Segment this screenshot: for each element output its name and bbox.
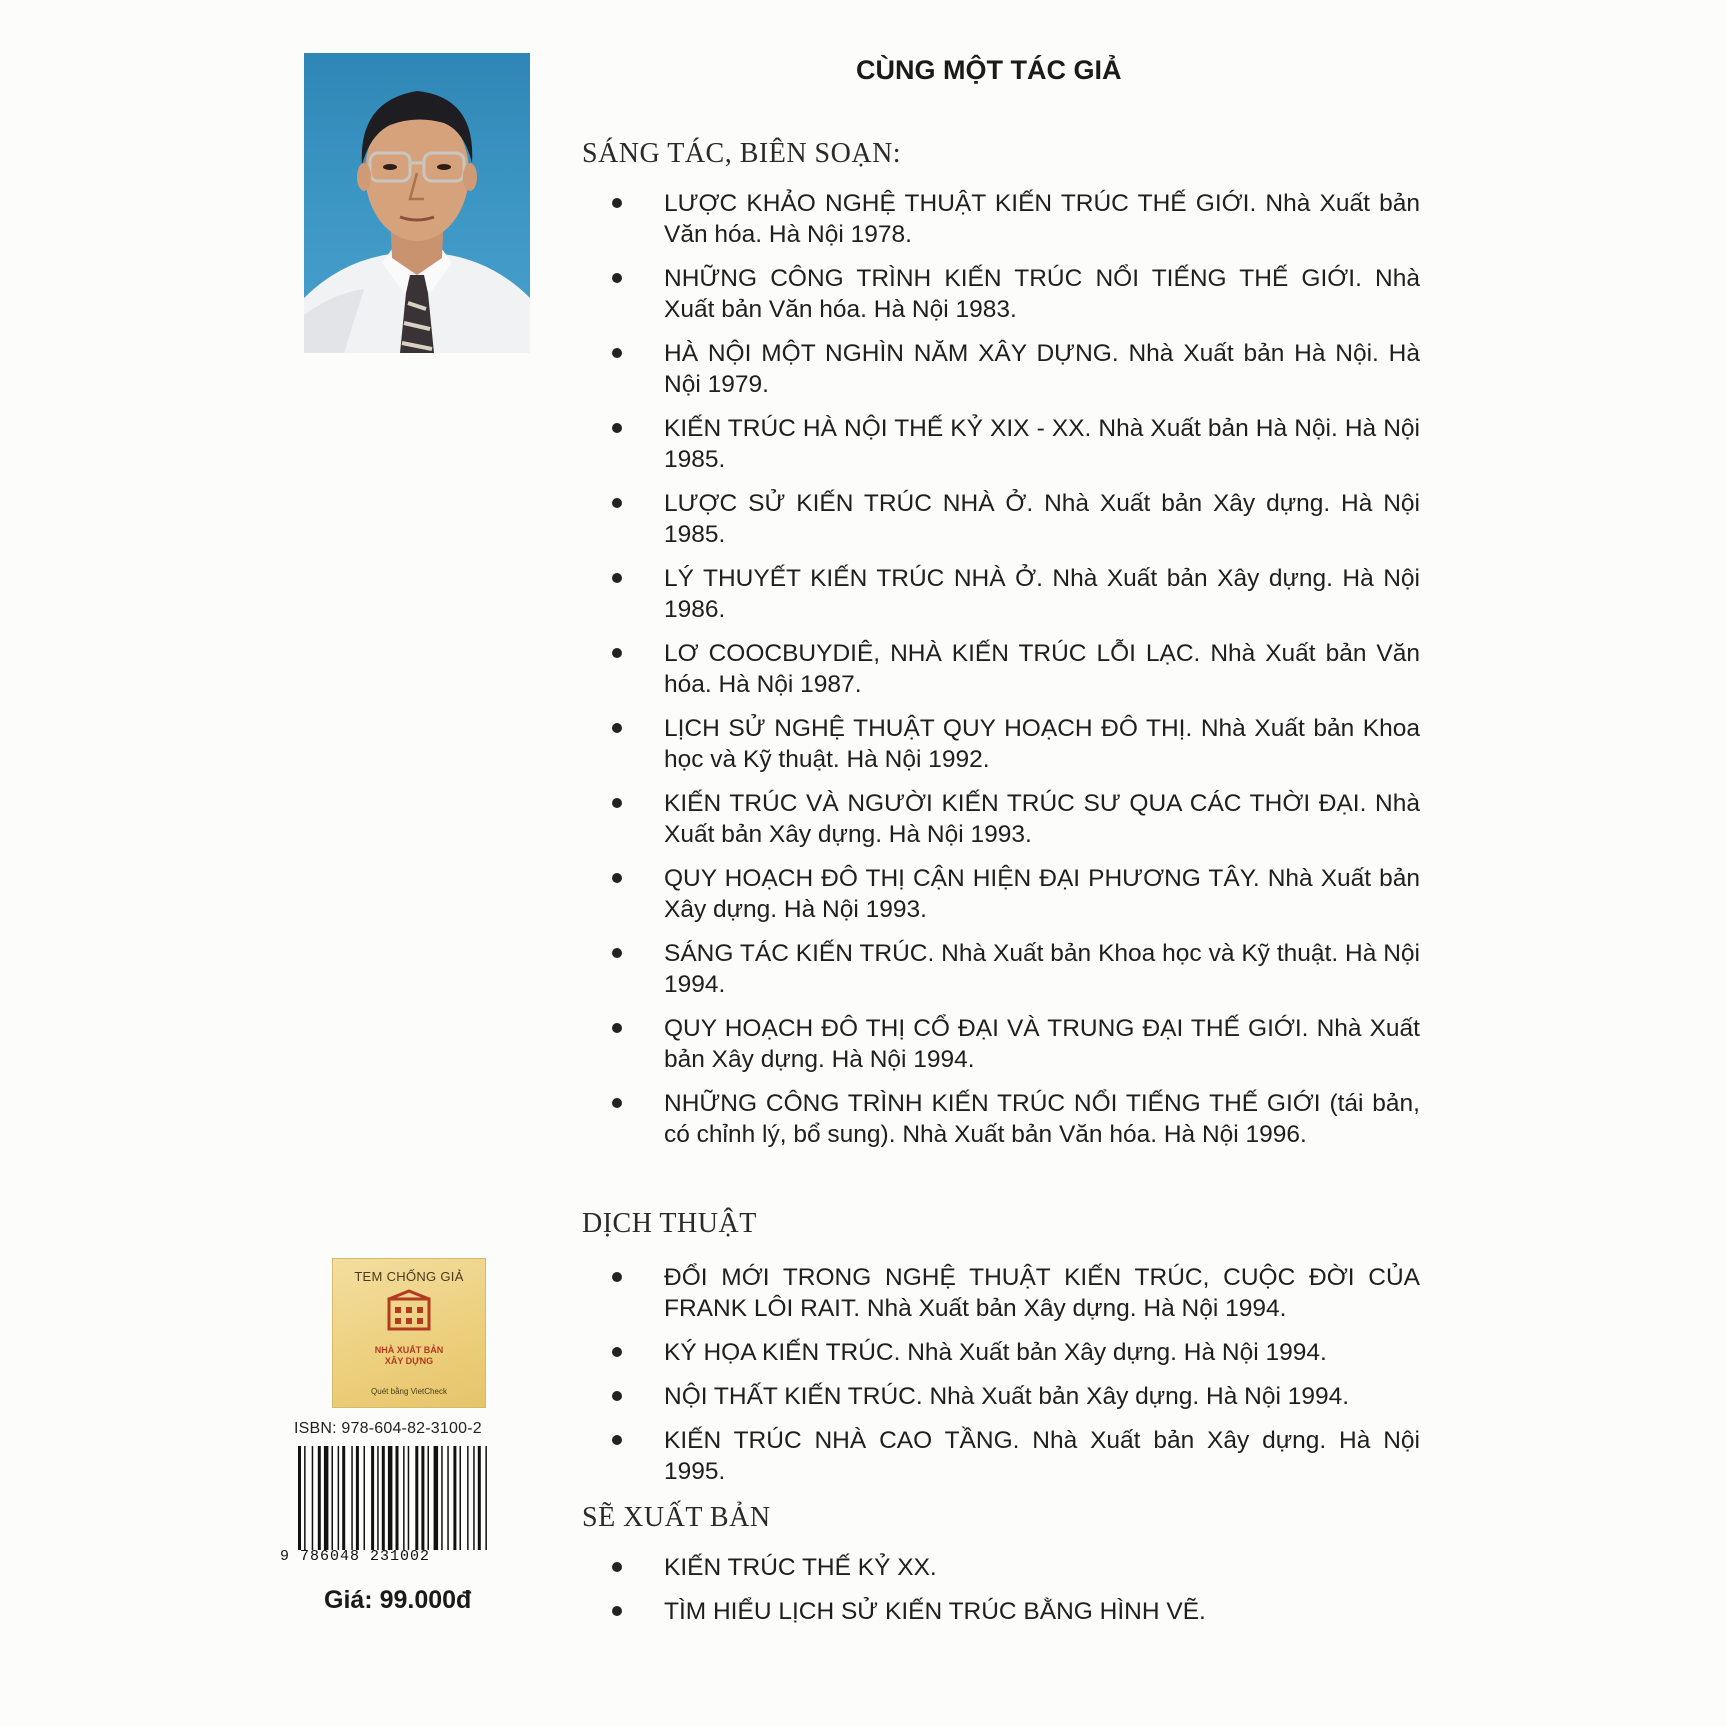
bullet-icon	[612, 198, 622, 208]
list-item: KIẾN TRÚC HÀ NỘI THẾ KỶ XIX - XX. Nhà Xuất bản Hà Nội. Hà Nội 1985.	[600, 413, 1420, 475]
bullet-icon	[612, 1562, 622, 1572]
bullet-icon	[612, 1347, 622, 1357]
list-item: KIẾN TRÚC VÀ NGƯỜI KIẾN TRÚC SƯ QUA CÁC THỜI ĐẠI. Nhà Xuất bản Xây dựng. Hà Nội 1993.	[600, 788, 1420, 850]
price-label: Giá: 99.000đ	[324, 1586, 472, 1614]
list-item: ĐỔI MỚI TRONG NGHỆ THUẬT KIẾN TRÚC, CUỘC ĐỜI CỦA FRANK LÔI RAIT. Nhà Xuất bản Xây dựng. Hà Nội 1994.	[600, 1262, 1420, 1324]
stamp-publisher: NHÀ XUẤT BẢN XÂY DỰNG	[374, 1345, 444, 1366]
list-item: HÀ NỘI MỘT NGHÌN NĂM XÂY DỰNG. Nhà Xuất bản Hà Nội. Hà Nội 1979.	[600, 338, 1420, 400]
compositions-list	[600, 188, 1420, 1163]
stamp-title: TEM CHỐNG GIẢ	[354, 1269, 464, 1284]
bullet-icon	[612, 1098, 622, 1108]
bullet-icon	[612, 948, 622, 958]
list-item: KÝ HỌA KIẾN TRÚC. Nhà Xuất bản Xây dựng. Hà Nội 1994.	[600, 1337, 1420, 1368]
bullet-icon	[612, 1272, 622, 1282]
upcoming-list	[600, 1552, 1420, 1640]
list-item: TÌM HIỂU LỊCH SỬ KIẾN TRÚC BẰNG HÌNH VẼ.	[600, 1596, 1420, 1627]
list-item: QUY HOẠCH ĐÔ THỊ CỔ ĐẠI VÀ TRUNG ĐẠI THẾ GIỚI. Nhà Xuất bản Xây dựng. Hà Nội 1994.	[600, 1013, 1420, 1075]
list-item: KIẾN TRÚC NHÀ CAO TẦNG. Nhà Xuất bản Xây dựng. Hà Nội 1995.	[600, 1425, 1420, 1487]
list-item: LƠ COOCBUYDIÊ, NHÀ KIẾN TRÚC LỖI LẠC. Nhà Xuất bản Văn hóa. Hà Nội 1987.	[600, 638, 1420, 700]
translations-list	[600, 1262, 1420, 1500]
bullet-icon	[612, 723, 622, 733]
list-item: NỘI THẤT KIẾN TRÚC. Nhà Xuất bản Xây dựng. Hà Nội 1994.	[600, 1381, 1420, 1412]
list-item: KIẾN TRÚC THẾ KỶ XX.	[600, 1552, 1420, 1583]
bullet-icon	[612, 1606, 622, 1616]
bullet-icon	[612, 573, 622, 583]
section-title-translations: DỊCH THUẬT	[582, 1208, 757, 1239]
bullet-icon	[612, 498, 622, 508]
bullet-icon	[612, 648, 622, 658]
list-item: NHỮNG CÔNG TRÌNH KIẾN TRÚC NỔI TIẾNG THẾ GIỚI. Nhà Xuất bản Văn hóa. Hà Nội 1983.	[600, 263, 1420, 325]
bullet-icon	[612, 273, 622, 283]
section-title-compositions: SÁNG TÁC, BIÊN SOẠN:	[582, 138, 902, 169]
stamp-footer: Quét bằng VietCheck	[371, 1387, 447, 1396]
list-item: LƯỢC KHẢO NGHỆ THUẬT KIẾN TRÚC THẾ GIỚI. Nhà Xuất bản Văn hóa. Hà Nội 1978.	[600, 188, 1420, 250]
publisher-logo-icon	[385, 1289, 433, 1331]
isbn-label: ISBN: 978-604-82-3100-2	[294, 1420, 482, 1437]
bullet-icon	[612, 1435, 622, 1445]
list-item: QUY HOẠCH ĐÔ THỊ CẬN HIỆN ĐẠI PHƯƠNG TÂY. Nhà Xuất bản Xây dựng. Hà Nội 1993.	[600, 863, 1420, 925]
list-item: NHỮNG CÔNG TRÌNH KIẾN TRÚC NỔI TIẾNG THẾ GIỚI (tái bản, có chỉnh lý, bổ sung). Nhà Xuất bản Văn hóa. Hà Nội 1996.	[600, 1088, 1420, 1150]
list-item: SÁNG TÁC KIẾN TRÚC. Nhà Xuất bản Khoa học và Kỹ thuật. Hà Nội 1994.	[600, 938, 1420, 1000]
bullet-icon	[612, 423, 622, 433]
page-heading: CÙNG MỘT TÁC GIẢ	[856, 55, 1122, 85]
anti-counterfeit-stamp	[332, 1258, 486, 1408]
author-photo	[304, 53, 530, 353]
list-item: LƯỢC SỬ KIẾN TRÚC NHÀ Ở. Nhà Xuất bản Xây dựng. Hà Nội 1985.	[600, 488, 1420, 550]
list-item: LỊCH SỬ NGHỆ THUẬT QUY HOẠCH ĐÔ THỊ. Nhà Xuất bản Khoa học và Kỹ thuật. Hà Nội 1992.	[600, 713, 1420, 775]
section-title-upcoming: SẼ XUẤT BẢN	[582, 1502, 771, 1533]
bullet-icon	[612, 1023, 622, 1033]
bullet-icon	[612, 873, 622, 883]
bullet-icon	[612, 1391, 622, 1401]
bullet-icon	[612, 798, 622, 808]
barcode-digits: 9 786048 231002	[280, 1548, 431, 1565]
list-item: LÝ THUYẾT KIẾN TRÚC NHÀ Ở. Nhà Xuất bản Xây dựng. Hà Nội 1986.	[600, 563, 1420, 625]
bullet-icon	[612, 348, 622, 358]
